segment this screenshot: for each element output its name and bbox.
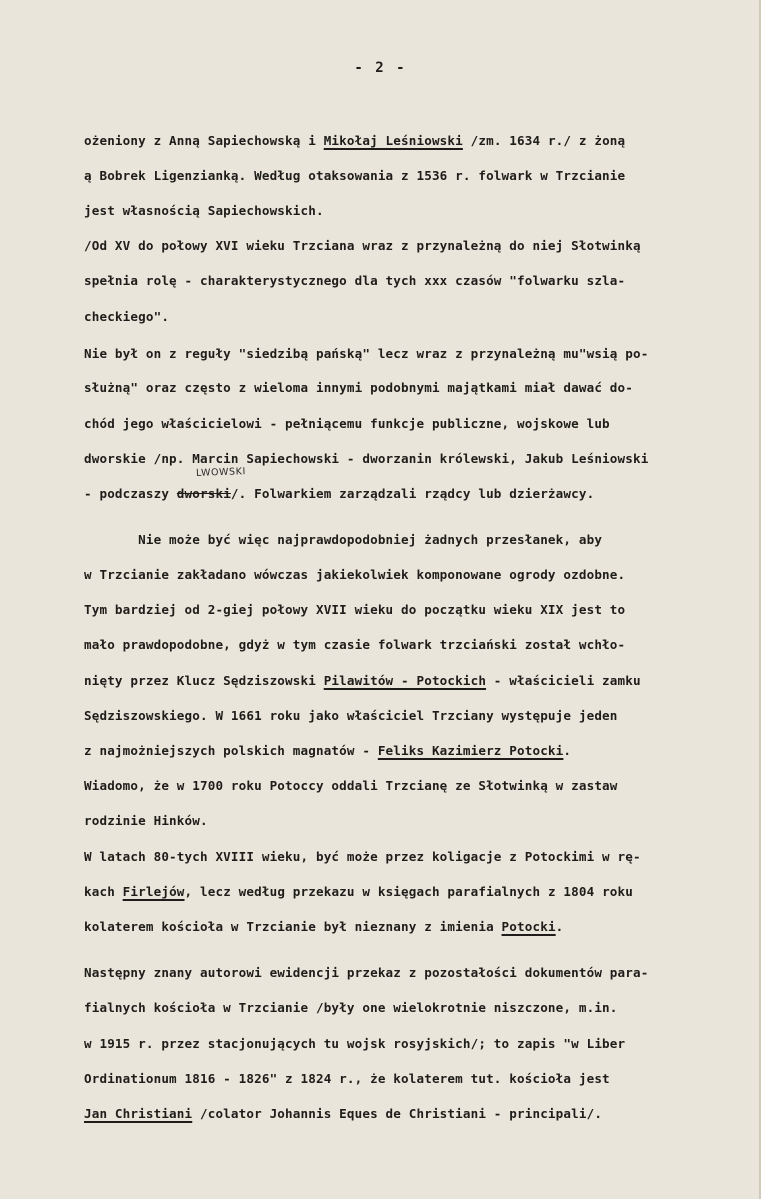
text-line: w 1915 r. przez stacjonujących tu wojsk rosyjskich/; to zapis "w Liber (84, 1036, 626, 1051)
text-line: chód jego właścicielowi - pełniącemu funkcje publiczne, wojskowe lub (84, 416, 610, 431)
underlined-name: Potocki (501, 919, 556, 934)
handwritten-note: LWOWSKI (195, 466, 247, 479)
text-line: Ordinationum 1816 - 1826" z 1824 r., że kolaterem tut. kościoła jest (84, 1071, 610, 1086)
text-line: checkiego". (84, 309, 170, 324)
text-span: /zm. 1634 r./ z żoną (462, 133, 626, 148)
underlined-name: Jan Christiani (84, 1106, 193, 1121)
text-line (84, 1106, 602, 1122)
text-line: /Od XV do połowy XVI wieku Trzciana wraz z przynależną do niej Słotwinką (84, 238, 641, 253)
text-span: /colator Johannis Eques de Christiani - principali/. (192, 1106, 603, 1121)
text-line (84, 673, 641, 689)
text-line: Sędziszowskiego. W 1661 roku jako właściciel Trzciany występuje jeden (84, 708, 618, 723)
text-line: Tym bardziej od 2-giej połowy XVII wieku do początku wieku XIX jest to (84, 602, 626, 617)
text-line (84, 133, 625, 149)
text-span: kach (84, 884, 123, 899)
text-line: Wiadomo, że w 1700 roku Potoccy oddali Trzcianę ze Słotwinką w zastaw (84, 778, 618, 793)
text-line: służną" oraz często z wieloma innymi podobnymi majątkami miał dawać do- (84, 380, 633, 395)
text-line: rodzinie Hinków. (84, 813, 208, 828)
text-line (84, 884, 633, 900)
text-span: /. Folwarkiem zarządzali rządcy lub dzierżawcy. (230, 486, 595, 501)
text-span: nięty przez Klucz Sędziszowski (84, 673, 324, 688)
text-span: . (555, 919, 564, 934)
text-span: kolaterem kościoła w Trzcianie był nieznany z imienia (84, 919, 502, 934)
text-span: z najmożniejszych polskich magnatów - (84, 743, 378, 758)
text-span: . (563, 743, 572, 758)
text-span: ożeniony z Anną Sapiechowską i (84, 133, 324, 148)
text-line: Nie może być więc najprawdopodobniej żadnych przesłanek, aby (84, 532, 603, 547)
underlined-name: Feliks Kazimierz Potocki (377, 743, 564, 758)
text-span: , lecz według przekazu w księgach parafialnych z 1804 roku (184, 884, 633, 899)
text-line: w Trzcianie zakładano wówczas jakiekolwiek komponowane ogrody ozdobne. (84, 567, 626, 582)
underlined-name: Mikołaj Leśniowski (323, 133, 463, 148)
text-line: dworskie /np. Marcin Sapiechowski - dworzanin królewski, Jakub Leśniowski (84, 451, 649, 466)
text-line (84, 743, 571, 759)
text-span: - podczaszy (84, 486, 177, 501)
text-line: fialnych kościoła w Trzcianie /były one wielokrotnie niszczone, m.in. (84, 1000, 618, 1015)
text-line: jest własnością Sapiechowskich. (84, 203, 324, 218)
text-span: - właścicieli zamku (486, 673, 641, 688)
text-line: Nie był on z reguły "siedzibą pańską" lecz wraz z przynależną mu"wsią po- (84, 346, 649, 361)
text-line (84, 919, 563, 935)
text-line: spełnia rolę - charakterystycznego dla tych xxx czasów "folwarku szla- (84, 273, 626, 288)
page-number: - 2 - (354, 60, 407, 76)
struck-word: dworski (176, 486, 231, 501)
text-line: ą Bobrek Ligenzianką. Według otaksowania z 1536 r. folwark w Trzcianie (84, 168, 626, 183)
text-line (84, 486, 594, 502)
text-line: mało prawdopodobne, gdyż w tym czasie folwark trzciański został wchło- (84, 637, 626, 652)
text-line: Następny znany autorowi ewidencji przekaz z pozostałości dokumentów para- (84, 965, 649, 980)
text-line: W latach 80-tych XVIII wieku, być może przez koligacje z Potockimi w rę- (84, 849, 641, 864)
underlined-name: Firlejów (122, 884, 185, 899)
underlined-name: Pilawitów - Potockich (323, 673, 487, 688)
